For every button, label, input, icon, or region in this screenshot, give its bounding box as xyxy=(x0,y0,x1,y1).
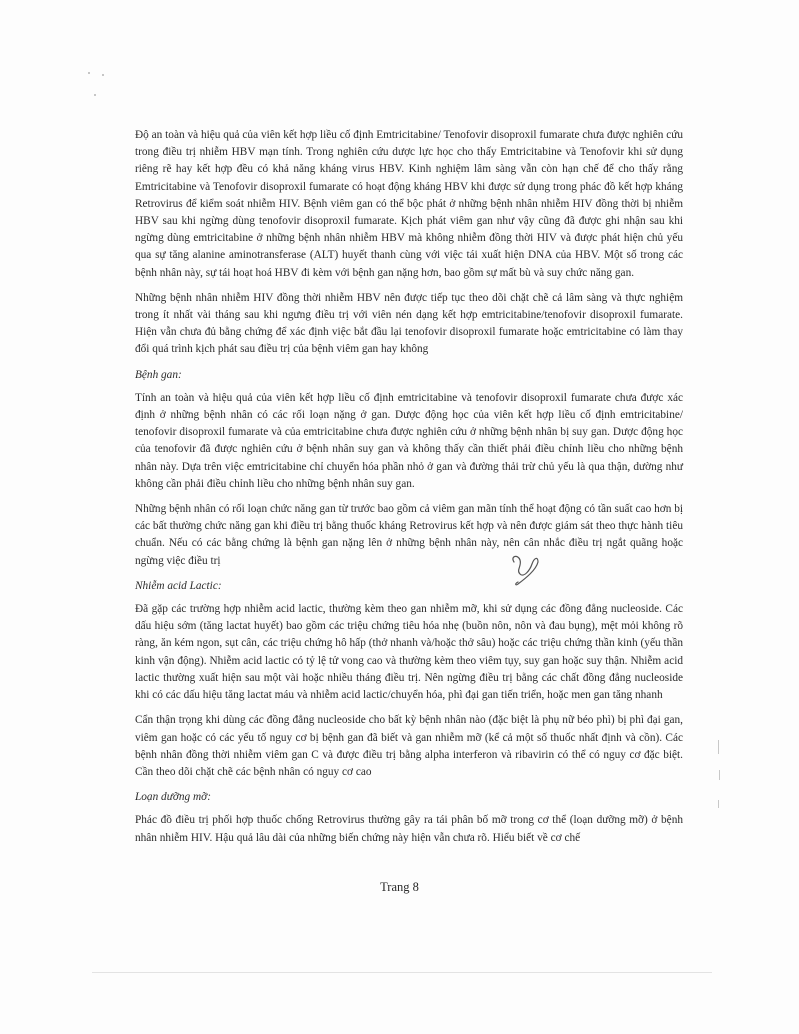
section-heading: Loạn dưỡng mỡ: xyxy=(135,791,211,804)
paragraph: Độ an toàn và hiệu quả của viên kết hợp liều cố định Emtricitabine/ Tenofovir disoproxil fumarate chưa được nghiên cứu trong điều trị nhiễm HBV mạn tính. Trong nghiên cứu dược lực học cho thấy Emtricitabine và Tenofovir khi sử dụng riêng rẽ hay kết hợp đều có khả năng kháng virus HBV. Kinh nghiệm lâm sàng vẫn còn hạn chế để cho thấy rằng Emtricitabine và Tenofovir disoproxil fumarate có hoạt động kháng HBV khi được sử dụng trong phác đồ kết hợp kháng Retrovirus để kiểm soát nhiễm HIV. Bệnh viêm gan có thể bộc phát ở những bệnh nhân nhiễm HIV đồng thời bị nhiễm HBV sau khi ngừng dùng tenofovir disoproxil fumarate. Kịch phát viêm gan như vậy cũng đã được ghi nhận sau khi ngừng dùng emtricitabine ở những bệnh nhân nhiễm HBV mà không nhiễm đồng thời HIV và được phát hiện chủ yếu qua sự tăng alanine aminotransferase (ALT) huyết thanh cùng với việc tái xuất hiện DNA của HBV. Một số trong các bệnh nhân này, sự tái hoạt hoá HBV đi kèm với bệnh gan nặng hơn, bao gồm sự mất bù và suy chức năng gan. xyxy=(135,129,683,279)
divider xyxy=(92,972,712,973)
section-heading: Bệnh gan: xyxy=(135,368,182,381)
page-number: Trang 8 xyxy=(380,880,419,894)
paragraph: Phác đồ điều trị phối hợp thuốc chống Retrovirus thường gây ra tái phân bố mỡ trong cơ thể (loạn dưỡng mỡ) ở bệnh nhân nhiễm HIV. Hậu quả lâu dài của những biến chứng này hiện vẫn chưa rõ. Hiểu biết về cơ chế xyxy=(135,814,683,844)
section-heading: Nhiễm acid Lactic: xyxy=(135,579,222,592)
document-body xyxy=(135,127,683,855)
paragraph: Những bệnh nhân có rối loạn chức năng gan từ trước bao gồm cả viêm gan mãn tính thể hoạt động có tần suất cao hơn bị các bất thường chức năng gan khi điều trị bằng thuốc kháng Retrovirus kết hợp và nên được giám sát theo thực hành tiêu chuẩn. Nếu có các bằng chứng là bệnh gan nặng lên ở những bệnh nhân này, nên cân nhắc điều trị ngắt quãng hoặc ngừng việc điều trị xyxy=(135,503,683,567)
handwritten-initial xyxy=(508,552,542,588)
paragraph: Đã gặp các trường hợp nhiễm acid lactic, thường kèm theo gan nhiễm mỡ, khi sử dụng các đồng đẳng nucleoside. Các dấu hiệu sớm (tăng lactat huyết) bao gồm các triệu chứng tiêu hóa nhẹ (buồn nôn, nôn và đau bụng), mệt mỏi không rõ ràng, ăn kém ngon, sụt cân, các triệu chứng hô hấp (thở nhanh và/hoặc thở sâu) hoặc các triệu chứng thần kinh (yếu thần kinh vận động). Nhiễm acid lactic có tỷ lệ tử vong cao và thường kèm theo viêm tụy, suy gan hoặc suy thận. Nhiễm acid lactic thường xuất hiện sau một vài hoặc nhiều tháng điều trị. Nên ngừng điều trị bằng các chất đồng đẳng nucleoside khi có các dấu hiệu tăng lactat máu và nhiễm acid lactic/chuyển hóa, phì đại gan tiến triển, hoặc men gan tăng nhanh xyxy=(135,603,683,702)
paragraph: Những bệnh nhân nhiễm HIV đồng thời nhiễm HBV nên được tiếp tục theo dõi chặt chẽ cả lâm sàng và thực nghiệm trong ít nhất vài tháng sau khi ngưng điều trị với viên nén dạng kết hợp emtricitabine/tenofovir disoproxil fumarate. Hiện vẫn chưa đủ bằng chứng để xác định việc bắt đầu lại tenofovir disoproxil fumarate hoặc emtricitabine có làm thay đổi quá trình kịch phát sau điều trị của bệnh viêm gan hay không xyxy=(135,291,683,356)
paragraph: Cẩn thận trọng khi dùng các đồng đẳng nucleoside cho bất kỳ bệnh nhân nào (đặc biệt là phụ nữ béo phì) bị phì đại gan, viêm gan hoặc có các yếu tố nguy cơ bị bệnh gan đã biết và gan nhiễm mỡ (kể cả một số thuốc nhất định và cồn). Các bệnh nhân đồng thời nhiễm viêm gan C và được điều trị bằng alpha interferon và ribavirin có thể có nguy cơ đặc biệt. Cần theo dõi chặt chẽ các bệnh nhân có nguy cơ cao xyxy=(135,714,683,778)
paragraph: Tính an toàn và hiệu quả của viên kết hợp liều cố định emtricitabine và tenofovir disoproxil fumarate chưa được xác định ở những bệnh nhân có các rối loạn nặng ở gan. Dược động học của viên kết hợp liều cố định emtricitabine/ tenofovir disoproxil fumarate và của emtricitabine chưa được nghiên cứu ở những bệnh nhân bị suy gan. Dược động học của tenofovir đã được nghiên cứu ở bệnh nhân suy gan và không thấy cần thiết phải điều chỉnh liều cho những bệnh nhân này. Dựa trên việc emtricitabine chỉ chuyển hóa phần nhỏ ở gan và đường thải trừ chủ yếu là qua thận, dường như không cần phải điều chỉnh liều cho những bệnh nhân suy gan. xyxy=(135,391,683,490)
